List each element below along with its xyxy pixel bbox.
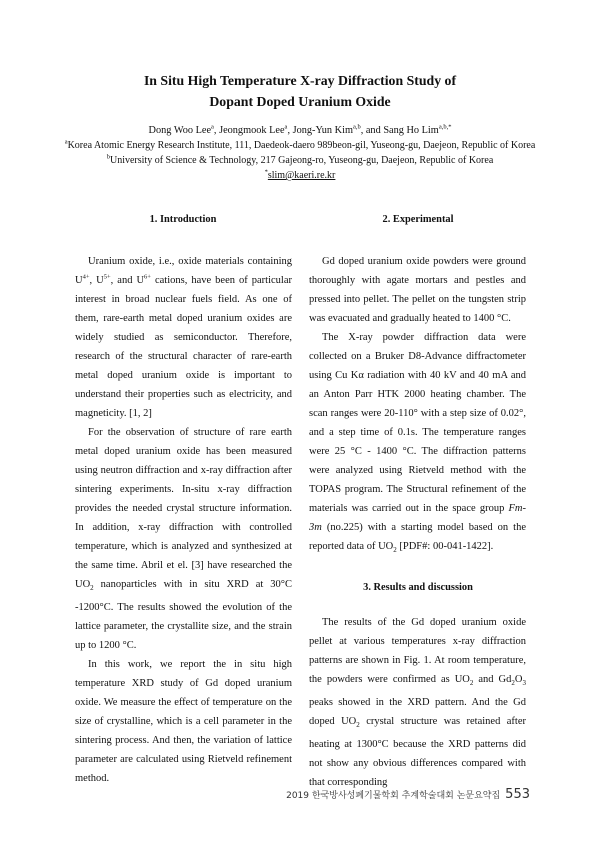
experimental-paragraph-2: The X-ray powder diffraction data were collected on a Bruker D8-Advance diffractometer using Cu Kα radiation with 40 kV and 40 mA and an Anton Parr HTK 2000 heating chamber. The scan ranges were 20-110° with a step size of 0.02°, and a step time of 0.1s. The temperature ranges were 25 °C - 1400 °C. The diffraction patterns were analyzed using Rietveld method with the TOPAS program. The Structural refinement of the materials was carried out in the space group Fm-3m (no.225) with a starting model based on the reported data of $UO_2$ [PDF#: 00-041-1422]. bbox=[309, 332, 526, 555]
affiliation-a: $^a$Korea Atomic Energy Research Institute, 111, Daedeok-daero 989beon-gil, Yuseong-gu, Daejeon, Republic of Korea bbox=[64, 138, 536, 151]
title-line-1: In Situ High Temperature X-ray Diffraction Study of bbox=[143, 73, 457, 88]
experimental-column bbox=[309, 252, 526, 560]
paper-title bbox=[0, 70, 600, 112]
page-footer bbox=[286, 787, 530, 802]
author-name: Sang Ho Lim bbox=[383, 125, 439, 136]
author-name: Jong-Yun Kim bbox=[292, 125, 353, 136]
page-number: 553 bbox=[505, 787, 530, 802]
intro-paragraph-2: For the observation of structure of rare earth metal doped uranium oxide has been measured using neutron diffraction and x-ray diffraction after sintering experiments. In-situ x-ray diffraction provides the needed crystal structure information. In addition, x-ray diffraction with controlled temperature, which is analyzed and synthesized at the same time. Abril et el. [3] have researched the $UO_2$ nanoparticles with in situ XRD at 30°C -1200°C. The results showed the evolution of the lattice parameter, the crystallite size, and the strain up to 1200 °C. bbox=[75, 427, 292, 652]
author-list: Dong Woo Lee$^a$, Jeongmook Lee$^a$, Jong-Yun Kim$^{a,b}$, and Sang Ho Lim$^{a,b,*}$ bbox=[148, 123, 452, 136]
author-name: Dong Woo Lee bbox=[148, 125, 212, 136]
corresponding-email[interactable]: *slim@kaeri.re.kr bbox=[264, 168, 336, 181]
title-line-2: Dopant Doped Uranium Oxide bbox=[209, 94, 391, 109]
section-heading-results: 3. Results and discussion bbox=[363, 582, 473, 593]
results-column bbox=[309, 613, 526, 792]
section-heading-introduction: 1. Introduction bbox=[149, 214, 217, 225]
conference-name: 2019 한국방사성폐기물학회 추계학술대회 논문요약집 bbox=[286, 791, 501, 801]
intro-paragraph-3: In this work, we report the in situ high temperature XRD study of Gd doped uranium oxide. We measure the effect of temperature on the size of crystalline, which is a cell parameter in the sintering process. And then, the variation of lattice parameter are calculated using Rietveld refinement method. bbox=[75, 659, 292, 785]
results-paragraph-1: The results of the Gd doped uranium oxide pellet at various temperatures x-ray diffraction patterns are shown in Fig. 1. At room temperature, the powders were confirmed as $UO_2$ and $Gd_2O_3$ peaks showed in the XRD pattern. And the Gd doped $UO_2$ crystal structure was retained after heating at 1300°C because the XRD patterns did not show any obvious differences compared with that corresponding bbox=[309, 617, 526, 789]
affiliation-b: $^b$University of Science & Technology, 217 Gajeong-ro, Yuseong-gu, Daejeon, Republic of Korea bbox=[106, 153, 494, 166]
author-block bbox=[0, 123, 600, 183]
author-name: Jeongmook Lee bbox=[219, 125, 285, 136]
experimental-paragraph-1: Gd doped uranium oxide powders were ground thoroughly with agate mortars and pestles and pressed into pellet. The pellet on the tungsten strip was evacuated and gradually heated to 1400 °C. bbox=[309, 256, 526, 324]
introduction-column bbox=[75, 252, 292, 788]
intro-paragraph-1: Uranium oxide, i.e., oxide materials containing $U^{4+}$, $U^{5+}$, and $U^{6+}$ cations, have been of particular interest in broad nuclear fuels field. As one of them, rare-earth metal doped uranium oxides are widely studied as semiconductor. Therefore, research of the structural character of rare-earth metal doped uranium oxide is important to understand their properties such as electricity, and magneticity. [1, 2] bbox=[75, 256, 292, 419]
section-heading-experimental: 2. Experimental bbox=[382, 214, 454, 225]
